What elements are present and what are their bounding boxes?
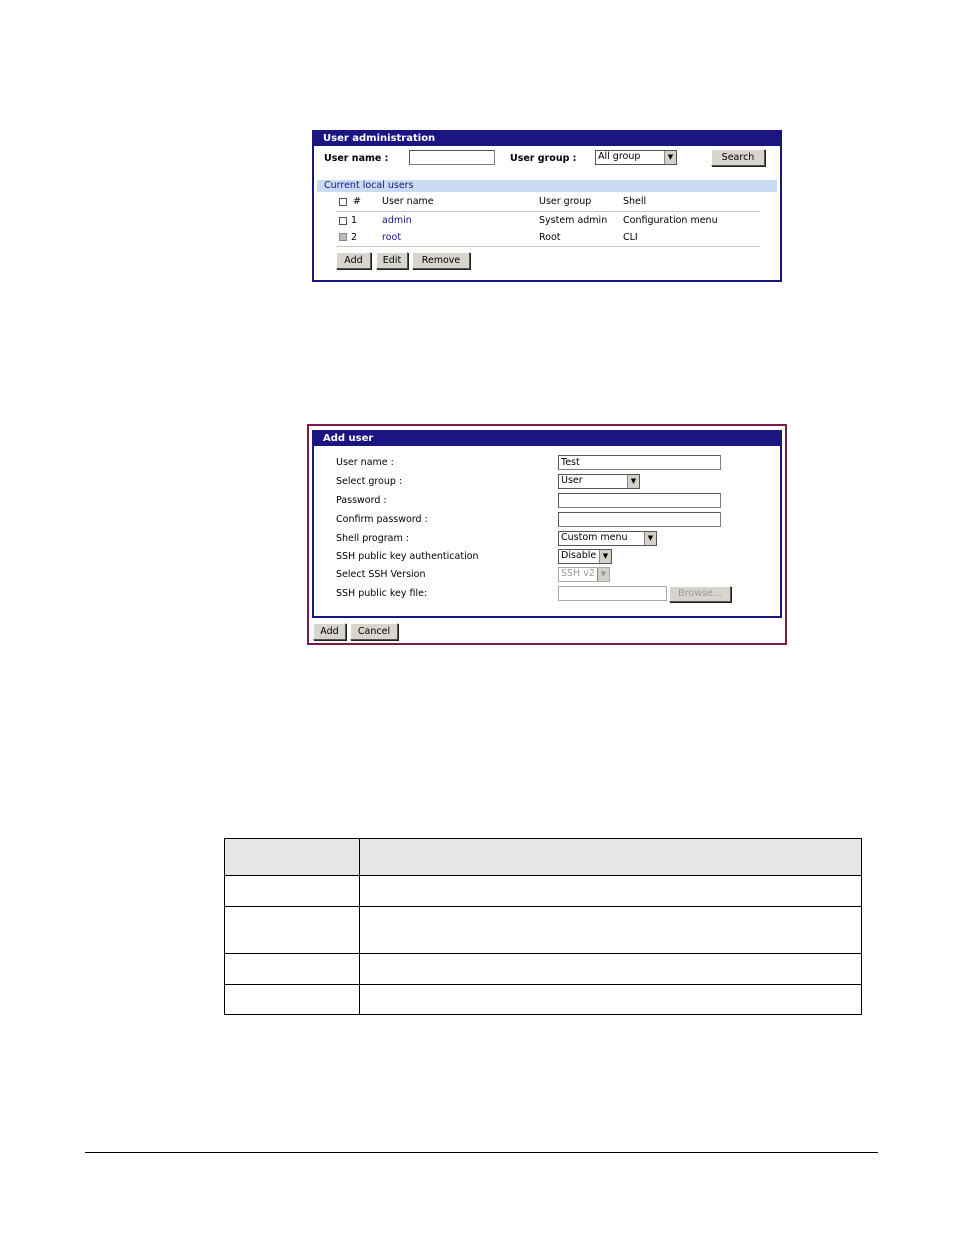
footer-rule xyxy=(85,1152,878,1153)
ssh-version-label: Select SSH Version xyxy=(336,569,426,580)
row-shell: Configuration menu xyxy=(623,215,718,226)
usergroup-select-value: All group xyxy=(598,151,641,162)
chevron-down-icon: ▼ xyxy=(664,151,676,164)
table-divider xyxy=(336,211,760,212)
password-label: Password : xyxy=(336,495,387,506)
shell-program-label: Shell program : xyxy=(336,533,409,544)
ssh-version-select xyxy=(558,567,610,582)
ssh-auth-select-value: Disable xyxy=(561,550,597,561)
row-num: 2 xyxy=(351,232,358,243)
column-header-num: # xyxy=(353,196,361,207)
panel-title: User administration xyxy=(314,132,780,146)
add-user-panel xyxy=(307,424,787,645)
ssh-auth-select[interactable] xyxy=(558,549,612,564)
column-header-usergroup: User group xyxy=(539,196,592,207)
usergroup-label: User group : xyxy=(510,153,577,164)
chevron-down-icon: ▼ xyxy=(644,532,656,545)
browse-button: Browse... xyxy=(669,586,731,602)
table-header-cell xyxy=(225,839,360,876)
password-input[interactable] xyxy=(558,493,721,508)
row-num: 1 xyxy=(351,215,358,226)
select-all-checkbox[interactable] xyxy=(339,198,347,206)
panel-title: Add user xyxy=(314,432,780,446)
remove-button[interactable]: Remove xyxy=(412,252,470,269)
row-usergroup: Root xyxy=(539,232,561,243)
table-cell xyxy=(225,907,360,954)
ssh-version-select-value: SSH v2 xyxy=(561,568,595,579)
table-row xyxy=(225,876,862,907)
search-button[interactable]: Search xyxy=(711,149,765,166)
ssh-keyfile-input xyxy=(558,586,667,601)
user-administration-panel xyxy=(312,130,782,282)
chevron-down-icon: ▼ xyxy=(597,568,609,581)
shell-select-value: Custom menu xyxy=(561,532,628,543)
table-header-cell xyxy=(360,839,862,876)
add-button[interactable]: Add xyxy=(336,252,371,269)
username-search-input[interactable] xyxy=(409,150,495,165)
document-table xyxy=(224,838,862,1015)
row-checkbox[interactable] xyxy=(339,217,347,225)
row-username-link[interactable]: admin xyxy=(382,215,412,226)
table-cell xyxy=(360,954,862,985)
select-group-label: Select group : xyxy=(336,476,403,487)
table-cell xyxy=(225,985,360,1015)
current-users-title: Current local users xyxy=(324,180,414,191)
row-usergroup: System admin xyxy=(539,215,608,226)
table-cell xyxy=(360,876,862,907)
username-input[interactable]: Test xyxy=(558,455,721,470)
table-header-row xyxy=(225,839,862,876)
username-label: User name : xyxy=(336,457,394,468)
shell-select[interactable] xyxy=(558,531,657,546)
ssh-keyfile-label: SSH public key file: xyxy=(336,588,428,599)
table-cell xyxy=(225,876,360,907)
confirm-password-label: Confirm password : xyxy=(336,514,428,525)
ssh-auth-label: SSH public key authentication xyxy=(336,551,479,562)
edit-button[interactable]: Edit xyxy=(376,252,408,269)
table-divider xyxy=(336,246,760,247)
table-cell xyxy=(225,954,360,985)
group-select-value: User xyxy=(561,475,583,486)
table-cell xyxy=(360,907,862,954)
row-shell: CLI xyxy=(623,232,638,243)
table-row xyxy=(225,985,862,1015)
add-user-header-frame xyxy=(309,426,785,429)
add-user-submit-button[interactable]: Add xyxy=(313,623,346,640)
username-label: User name : xyxy=(324,153,389,164)
cancel-button[interactable]: Cancel xyxy=(350,623,398,640)
table-row xyxy=(225,907,862,954)
chevron-down-icon: ▼ xyxy=(599,550,611,563)
confirm-password-input[interactable] xyxy=(558,512,721,527)
column-header-username: User name xyxy=(382,196,434,207)
chevron-down-icon: ▼ xyxy=(627,475,639,488)
usergroup-select[interactable] xyxy=(595,150,677,165)
group-select[interactable] xyxy=(558,474,640,489)
row-username-link[interactable]: root xyxy=(382,232,402,243)
table-cell xyxy=(360,985,862,1015)
row-checkbox xyxy=(339,233,347,241)
table-row xyxy=(225,954,862,985)
column-header-shell: Shell xyxy=(623,196,647,207)
